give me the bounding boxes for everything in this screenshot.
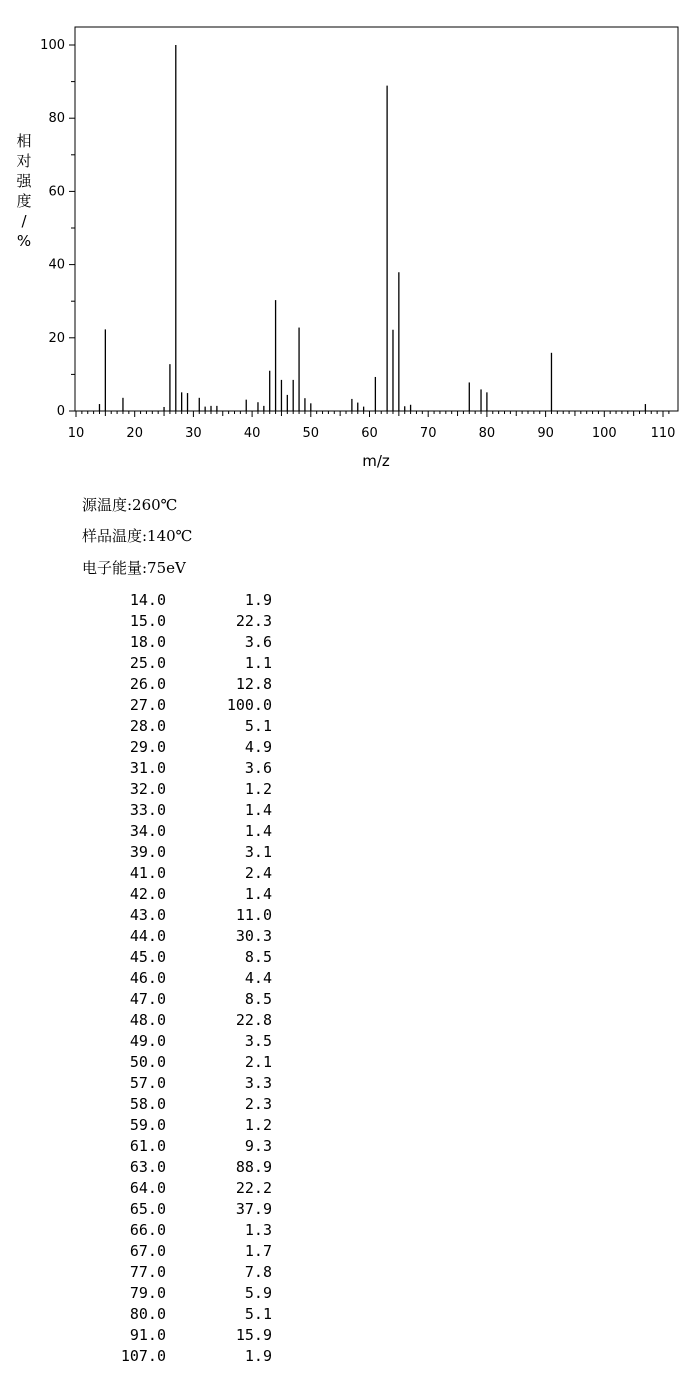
intensity-value: 3.5: [244, 1032, 272, 1050]
mz-value: 45.0: [129, 948, 166, 966]
source-temperature: 源温度:260℃: [82, 496, 178, 514]
intensity-value: 1.9: [244, 1347, 272, 1365]
mz-value: 48.0: [129, 1011, 166, 1029]
intensity-value: 8.5: [244, 948, 272, 966]
mz-value: 47.0: [129, 990, 166, 1008]
mz-value: 64.0: [129, 1179, 166, 1197]
table-row: [100, 1094, 272, 1115]
mz-value: 27.0: [129, 696, 166, 714]
table-row: [100, 1010, 272, 1031]
table-row: [100, 821, 272, 842]
table-row: [100, 1052, 272, 1073]
intensity-value: 1.9: [244, 591, 272, 609]
intensity-value: 3.1: [244, 843, 272, 861]
table-row: [100, 1031, 272, 1052]
intensity-value: 1.4: [244, 801, 272, 819]
y-tick-label: 80: [48, 111, 65, 127]
mz-value: 25.0: [129, 654, 166, 672]
mz-value: 77.0: [129, 1263, 166, 1281]
table-row: [100, 779, 272, 800]
table-row: [100, 758, 272, 779]
mz-value: 61.0: [129, 1137, 166, 1155]
intensity-value: 100.0: [226, 696, 272, 714]
table-row: [100, 947, 272, 968]
table-row: [100, 1220, 272, 1241]
table-row: [100, 842, 272, 863]
y-axis-label-char: %: [16, 232, 32, 250]
x-tick-label: 50: [302, 426, 320, 441]
mz-value: 18.0: [129, 633, 166, 651]
y-tick-label: 60: [48, 184, 65, 200]
mz-value: 79.0: [129, 1284, 166, 1302]
table-row: [100, 863, 272, 884]
table-row: [100, 1157, 272, 1178]
y-tick-label: 40: [48, 257, 65, 273]
mz-value: 46.0: [129, 969, 166, 987]
mz-value: 57.0: [129, 1074, 166, 1092]
intensity-value: 9.3: [244, 1137, 272, 1155]
mz-value: 15.0: [129, 612, 166, 630]
intensity-value: 22.3: [235, 612, 272, 630]
x-axis-ticks: [68, 411, 676, 441]
mz-value: 33.0: [129, 801, 166, 819]
intensity-value: 5.1: [244, 1305, 272, 1323]
sample-temperature: 样品温度:140℃: [82, 527, 193, 545]
intensity-value: 5.1: [244, 717, 272, 735]
x-tick-label: 30: [185, 426, 202, 441]
intensity-value: 22.8: [235, 1011, 272, 1029]
table-row: [100, 737, 272, 758]
x-tick-label: 10: [67, 426, 85, 441]
mz-value: 26.0: [129, 675, 166, 693]
table-row: [100, 1115, 272, 1136]
table-row: [100, 1073, 272, 1094]
mz-value: 14.0: [129, 591, 166, 609]
x-tick-label: 100: [591, 426, 617, 441]
table-row: [100, 1325, 272, 1346]
intensity-value: 30.3: [235, 927, 272, 945]
y-tick-label: 100: [40, 38, 65, 53]
y-axis-label-char: 度: [16, 192, 32, 210]
table-row: [100, 926, 272, 947]
table-row: [100, 968, 272, 989]
intensity-value: 2.3: [244, 1095, 272, 1113]
intensity-value: 7.8: [244, 1263, 272, 1281]
mz-value: 42.0: [129, 885, 166, 903]
intensity-value: 2.1: [244, 1053, 272, 1071]
mz-value: 65.0: [129, 1200, 166, 1218]
intensity-value: 2.4: [244, 864, 272, 882]
intensity-value: 88.9: [235, 1158, 272, 1176]
table-row: [100, 1304, 272, 1325]
x-tick-label: 40: [243, 426, 261, 441]
intensity-value: 3.6: [244, 759, 272, 777]
x-tick-label: 70: [419, 426, 437, 441]
table-row: [100, 1178, 272, 1199]
y-axis-ticks: [40, 38, 75, 419]
x-tick-label: 80: [478, 426, 496, 441]
mz-value: 59.0: [129, 1116, 166, 1134]
intensity-value: 1.4: [244, 885, 272, 903]
intensity-value: 4.4: [244, 969, 272, 987]
x-axis-label: m/z: [362, 452, 390, 470]
mz-value: 41.0: [129, 864, 166, 882]
plot-frame: [75, 27, 678, 411]
intensity-value: 11.0: [235, 906, 272, 924]
y-tick-label: 0: [56, 404, 65, 419]
table-row: [100, 1262, 272, 1283]
mz-value: 39.0: [129, 843, 166, 861]
intensity-value: 1.7: [244, 1242, 272, 1260]
x-tick-label: 90: [537, 426, 554, 441]
x-tick-label: 60: [361, 426, 378, 441]
table-row: [100, 611, 272, 632]
mz-value: 80.0: [129, 1305, 166, 1323]
intensity-value: 1.1: [244, 654, 272, 672]
mz-value: 66.0: [129, 1221, 166, 1239]
y-axis-label-char: 对: [16, 152, 32, 170]
y-axis-label-char: /: [21, 212, 27, 230]
intensity-value: 22.2: [235, 1179, 272, 1197]
y-tick-label: 20: [48, 330, 65, 346]
mz-value: 29.0: [129, 738, 166, 756]
intensity-value: 1.4: [244, 822, 272, 840]
mz-value: 67.0: [129, 1242, 166, 1260]
table-row: [100, 1346, 272, 1367]
y-axis-label: [16, 132, 32, 250]
intensity-value: 1.2: [244, 1116, 272, 1134]
table-row: [100, 1241, 272, 1262]
table-row: [100, 1283, 272, 1304]
intensity-value: 15.9: [235, 1326, 272, 1344]
table-row: [100, 884, 272, 905]
mz-value: 44.0: [129, 927, 166, 945]
intensity-value: 12.8: [235, 675, 272, 693]
mz-value: 50.0: [129, 1053, 166, 1071]
intensity-value: 37.9: [235, 1200, 272, 1218]
mz-value: 91.0: [129, 1326, 166, 1344]
peak-table: [100, 590, 272, 1367]
electron-energy: 电子能量:75eV: [82, 559, 186, 577]
intensity-value: 3.6: [244, 633, 272, 651]
table-row: [100, 800, 272, 821]
table-row: [100, 695, 272, 716]
intensity-value: 8.5: [244, 990, 272, 1008]
mz-value: 43.0: [129, 906, 166, 924]
table-row: [100, 989, 272, 1010]
x-tick-label: 20: [126, 426, 143, 441]
table-row: [100, 632, 272, 653]
table-row: [100, 905, 272, 926]
table-row: [100, 653, 272, 674]
y-axis-label-char: 相: [16, 132, 32, 150]
table-row: [100, 1136, 272, 1157]
mass-spectrum-chart: [0, 0, 687, 480]
table-row: [100, 590, 272, 611]
intensity-value: 1.2: [244, 780, 272, 798]
intensity-value: 3.3: [244, 1074, 272, 1092]
y-axis-label-char: 强: [16, 172, 32, 190]
table-row: [100, 1199, 272, 1220]
mz-value: 63.0: [129, 1158, 166, 1176]
mz-value: 58.0: [129, 1095, 166, 1113]
mz-value: 107.0: [120, 1347, 166, 1365]
intensity-value: 1.3: [244, 1221, 272, 1239]
intensity-value: 5.9: [244, 1284, 272, 1302]
x-tick-label: 110: [650, 426, 676, 441]
spectrum-peaks: [99, 45, 645, 411]
table-row: [100, 716, 272, 737]
mz-value: 28.0: [129, 717, 166, 735]
table-row: [100, 674, 272, 695]
mz-value: 34.0: [129, 822, 166, 840]
mz-value: 32.0: [129, 780, 166, 798]
intensity-value: 4.9: [244, 738, 272, 756]
mz-value: 49.0: [129, 1032, 166, 1050]
mz-value: 31.0: [129, 759, 166, 777]
